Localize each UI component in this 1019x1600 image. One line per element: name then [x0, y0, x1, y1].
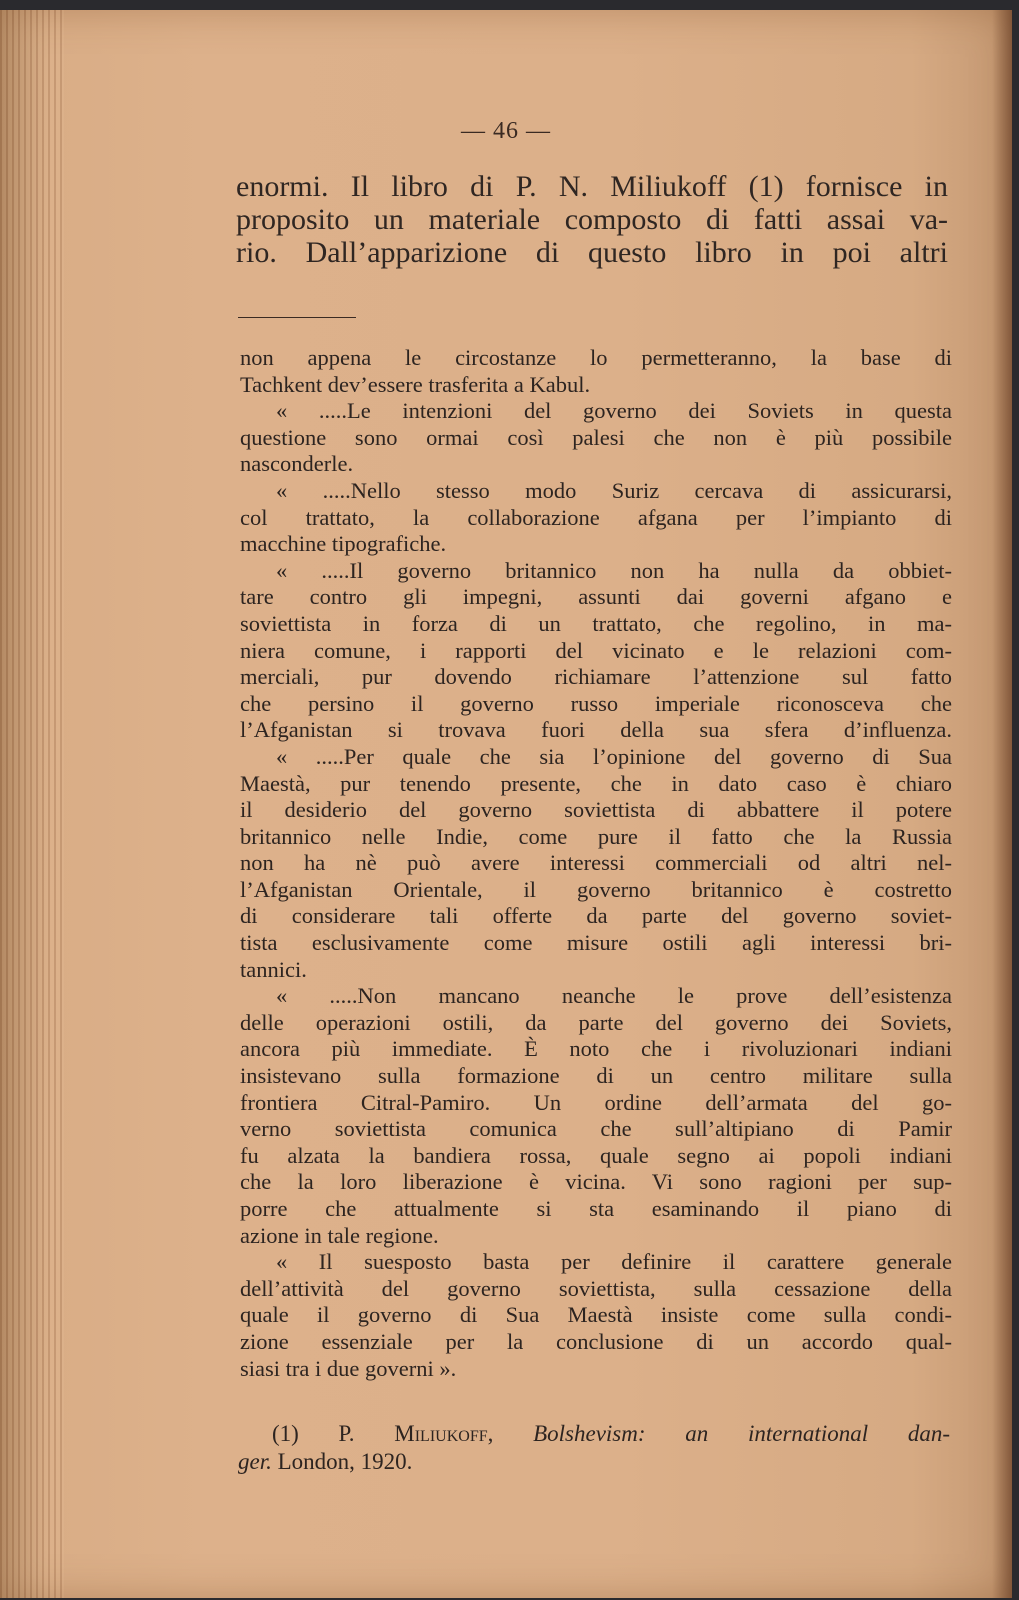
footnote-separator-rule: [238, 317, 356, 318]
note-line: verno soviettista comunica che sull’altipiano di Pamir: [240, 1116, 952, 1142]
note-line: zione essenziale per la conclusione di un accordo qual-: [240, 1328, 952, 1354]
note-line: Tachkent dev’essere trasferita a Kabul.: [240, 371, 591, 397]
note-line: « .....Per quale che sia l’opinione del governo di Sua: [276, 743, 952, 769]
note-line: non appena le circostanze lo permetteranno, la base di: [240, 345, 952, 370]
footnote-line: [238, 1420, 950, 1448]
page-edges-left: [0, 10, 64, 1598]
note-line: tannici.: [240, 956, 307, 982]
note-line: non ha nè può avere interessi commerciali od altri nel-: [240, 850, 952, 876]
note-line: « .....Non mancano neanche le prove dell’esistenza: [276, 983, 952, 1009]
note-line: insistevano sulla formazione di un centro militare sulla: [240, 1063, 952, 1089]
footnote: [238, 1420, 950, 1476]
main-text: [236, 170, 948, 269]
note-line: Maestà, pur tenendo presente, che in dato caso è chiaro: [240, 770, 952, 796]
note-line: l’Afganistan Orientale, il governo britannico è costretto: [240, 876, 952, 902]
note-line: siasi tra i due governi ».: [240, 1355, 457, 1381]
footnote-author: Miliukoff,: [394, 1421, 494, 1446]
note-line: « .....Il governo britannico non ha nulla da obbiet-: [276, 557, 952, 583]
note-line: « Il suesposto basta per definire il carattere generale: [276, 1249, 952, 1275]
note-line: azione in tale regione.: [240, 1222, 439, 1248]
note-line: nasconderle.: [240, 451, 354, 477]
note-line: delle operazioni ostili, da parte del governo dei Soviets,: [240, 1009, 952, 1035]
note-line: tista esclusivamente come misure ostili agli interessi bri-: [240, 930, 952, 956]
note-line: frontiera Citral-Pamiro. Un ordine dell’armata del go-: [240, 1089, 952, 1115]
note-line: britannico nelle Indie, come pure il fatto che la Russia: [240, 823, 952, 849]
footnote-line: [238, 1448, 950, 1476]
note-line: che persino il governo russo imperiale riconosceva che: [240, 690, 952, 716]
note-line: merciali, pur dovendo richiamare l’attenzione sul fatto: [240, 664, 952, 690]
note-line: tare contro gli impegni, assunti dai governi afgano e: [240, 584, 952, 610]
note-line: « .....Nello stesso modo Suriz cercava di assicurarsi,: [276, 477, 952, 503]
main-text-line: rio. Dall’apparizione di questo libro in poi altri: [236, 236, 948, 269]
note-line: soviettista in forza di un trattato, che regolino, in ma-: [240, 610, 952, 636]
note-line: il desiderio del governo soviettista di abbattere il potere: [240, 797, 952, 823]
note-line: ancora più immediate. È noto che i rivoluzionari indiani: [240, 1036, 952, 1062]
footnote-title: Bolshevism: an international dan-: [533, 1421, 950, 1446]
note-line: di considerare tali offerte da parte del governo soviet-: [240, 903, 952, 929]
book-page: [0, 10, 1012, 1598]
quoted-continuation-text: [240, 345, 952, 1382]
note-line: niera comune, i rapporti del vicinato e le relazioni com-: [240, 637, 952, 663]
footnote-place-year: London, 1920.: [277, 1449, 413, 1474]
main-text-line: proposito un materiale composto di fatti assai va-: [236, 203, 948, 236]
note-line: dell’attività del governo soviettista, sulla cessazione della: [240, 1275, 952, 1301]
page-number: — 46 —: [461, 118, 551, 144]
note-line: l’Afganistan si trovava fuori della sua sfera d’influenza.: [240, 717, 952, 743]
note-line: fu alzata la bandiera rossa, quale segno ai popoli indiani: [240, 1142, 952, 1168]
note-line: questione sono ormai così palesi che non è più possibile: [240, 424, 952, 450]
note-line: « .....Le intenzioni del governo dei Soviets in questa: [276, 398, 952, 424]
note-line: col trattato, la collaborazione afgana per l’impianto di: [240, 504, 952, 530]
footnote-title-end: ger.: [238, 1449, 272, 1474]
page-edge-right: [992, 10, 1012, 1598]
note-line: che la loro liberazione è vicina. Vi sono ragioni per sup-: [240, 1169, 952, 1195]
note-line: quale il governo di Sua Maestà insiste come sulla condi-: [240, 1302, 952, 1328]
footnote-marker: (1) P.: [272, 1421, 355, 1446]
note-line: macchine tipografiche.: [240, 531, 447, 557]
note-line: porre che attualmente si sta esaminando il piano di: [240, 1196, 952, 1221]
main-text-line: enormi. Il libro di P. N. Miliukoff (1) fornisce in: [236, 170, 948, 203]
